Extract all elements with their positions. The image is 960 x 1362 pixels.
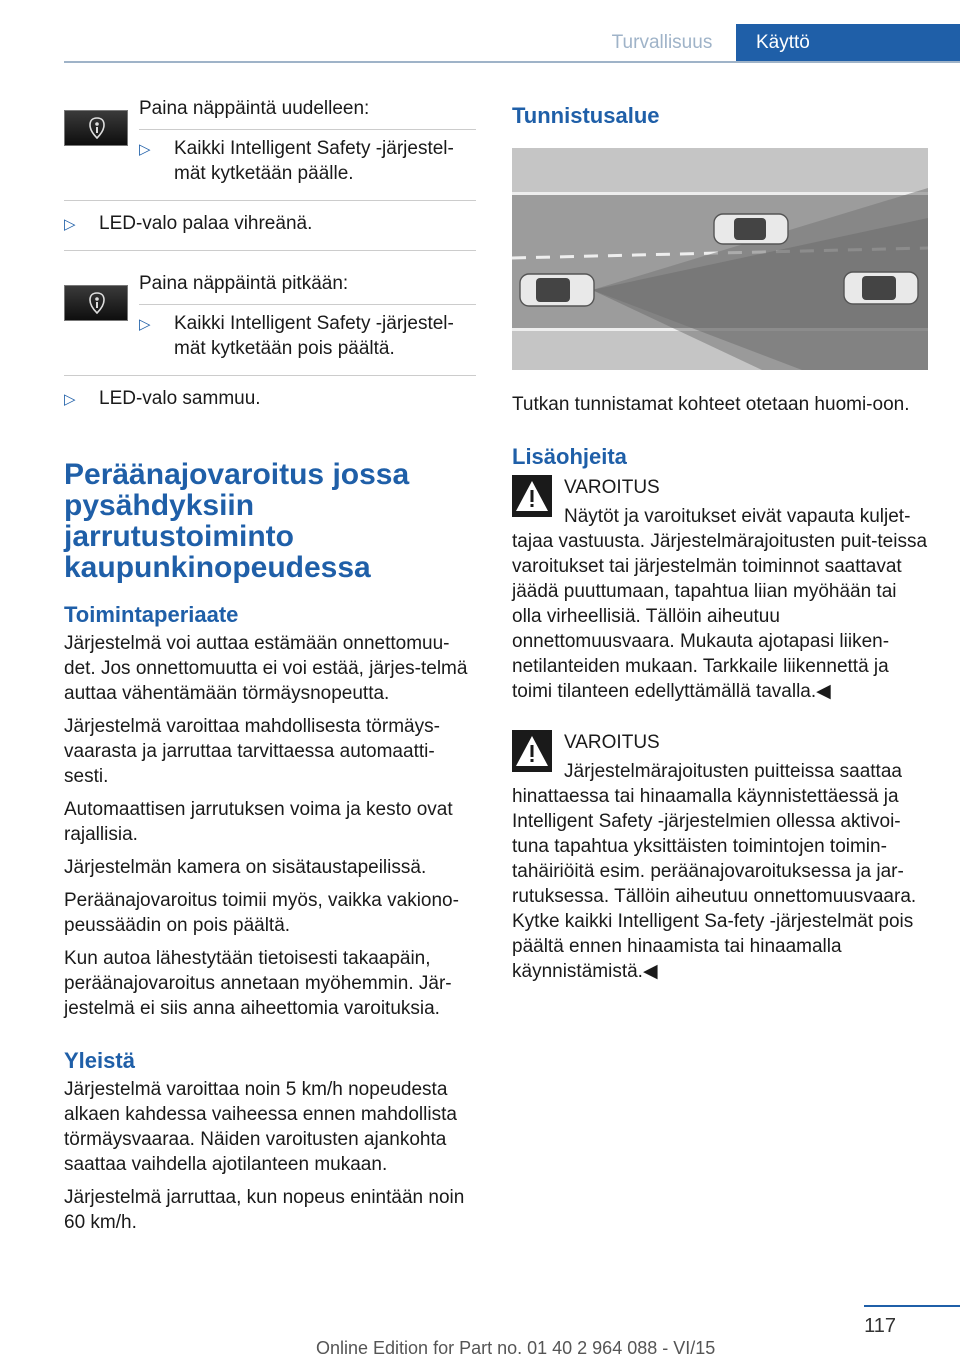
left-column bbox=[64, 96, 476, 1235]
warning-block bbox=[512, 730, 928, 984]
safety-button-icon bbox=[64, 110, 128, 146]
warning-triangle-icon bbox=[512, 730, 552, 772]
bullet-triangle-icon: ▷ bbox=[139, 141, 151, 158]
warning-triangle-icon bbox=[512, 475, 552, 517]
bullet-triangle-icon: ▷ bbox=[64, 216, 76, 233]
road-illustration bbox=[512, 148, 928, 370]
paragraph: Kun autoa lähestytään tietoisesti takaapäin, peräänajovaroitus annetaan myöhemmin. Jär-jestelmä ei siis anna aiheettomia varoituksia. bbox=[64, 948, 452, 1019]
header-rule bbox=[64, 61, 960, 63]
paragraph: Automaattisen jarrutuksen voima ja kesto ovat rajallisia. bbox=[64, 799, 453, 845]
paragraph: Järjestelmä varoittaa mahdollisesta törmäys-vaarasta ja jarruttaa tarvittaessa automaatti-sesti. bbox=[64, 716, 440, 787]
list-item: ▷ Kaikki Intelligent Safety -järjestel-mät kytketään päälle. bbox=[139, 138, 454, 184]
press-long-block bbox=[64, 271, 476, 361]
principle-heading: Toimintaperiaate bbox=[64, 602, 239, 627]
footer-rule bbox=[864, 1305, 960, 1307]
detection-area-diagram bbox=[512, 148, 928, 370]
paragraph: Järjestelmä varoittaa noin 5 km/h nopeudesta alkaen kahdessa vaiheessa ennen mahdollista törmäysvaaraa. Näiden varoitusten ajankohta saattaa vaihdella ajotilanteen mukaan. bbox=[64, 1079, 457, 1175]
warning-title: VAROITUS bbox=[564, 732, 660, 753]
paragraph: Järjestelmä jarruttaa, kun nopeus enintään noin 60 km/h. bbox=[64, 1187, 465, 1233]
bullet-triangle-icon: ▷ bbox=[139, 316, 151, 333]
paragraph: Järjestelmä voi auttaa estämään onnettomuu-det. Jos onnettomuutta ei voi estää, järjes-telmä auttaa vähentämään törmäysnopeutta. bbox=[64, 633, 468, 704]
divider bbox=[64, 200, 476, 201]
safety-button-icon bbox=[64, 285, 128, 321]
press-again-text: Paina näppäintä uudelleen: bbox=[139, 98, 370, 119]
divider bbox=[64, 250, 476, 251]
list-item: ▷ LED-valo sammuu. bbox=[64, 386, 476, 411]
press-again-block bbox=[64, 96, 476, 186]
bullet-triangle-icon: ▷ bbox=[64, 391, 76, 408]
warning-block bbox=[512, 475, 928, 704]
divider bbox=[139, 304, 476, 305]
header-section-tab: Turvallisuus bbox=[611, 32, 713, 53]
paragraph: Peräänajovaroitus toimii myös, vaikka vakiono-peussäädin on pois päältä. bbox=[64, 890, 459, 936]
divider bbox=[64, 375, 476, 376]
divider bbox=[139, 129, 476, 130]
detection-caption: Tutkan tunnistamat kohteet otetaan huomi-oon. bbox=[512, 394, 910, 415]
warning-text: Järjestelmärajoitusten puitteissa saattaa hinattaessa tai hinaamalla käynnistettäessä ja Intelligent Safety -järjestelmien ollessa aktivoi-tuna tapahtua yksittäisten toimintojen toimin-tahäiriöitä esim. peräänajovaroituksessa ja jar-rutuksessa. Tällöin aiheutuu onnettomuusvaara. Kytke kaikki Intelligent Sa-fety -järjestelmät pois päältä ennen hinaamista tai hinaamalla käynnistämistä.◀ bbox=[512, 761, 917, 982]
notes-heading: Lisäohjeita bbox=[512, 444, 627, 469]
header-chapter-tab: Käyttö bbox=[736, 24, 960, 62]
press-long-text: Paina näppäintä pitkään: bbox=[139, 273, 349, 294]
detection-heading: Tunnistusalue bbox=[512, 103, 660, 128]
general-heading: Yleistä bbox=[64, 1048, 135, 1073]
list-item: ▷ Kaikki Intelligent Safety -järjestel-mät kytketään pois päältä. bbox=[139, 313, 454, 359]
edition-footer: Online Edition for Part no. 01 40 2 964 088 - VI/15 bbox=[316, 1338, 716, 1358]
list-item: ▷ LED-valo palaa vihreänä. bbox=[64, 211, 476, 236]
warning-text: Näytöt ja varoitukset eivät vapauta kuljet-tajaa vastuusta. Järjestelmärajoitusten puit-teissa varoitukset tai järjestelmän toiminnot saattavat jäädä puuttumaan, tapahtua liian myöhään tai olla virheellisiä. Tällöin aiheutuu onnettomuusvaara. Mukauta ajotapasi liiken-netilanteiden mukaan. Tarkkaile liikennettä ja toimi tilanteen edellyttämällä tavalla.◀ bbox=[512, 506, 928, 702]
warning-title: VAROITUS bbox=[564, 477, 660, 498]
main-heading: Peräänajovaroitus jossa pysähdyksiin jarrutustoiminto kaupunkinopeudessa bbox=[64, 458, 410, 584]
right-column bbox=[512, 96, 928, 984]
paragraph: Järjestelmän kamera on sisätaustapeilissä. bbox=[64, 857, 427, 878]
page-number: 117 bbox=[864, 1315, 896, 1337]
